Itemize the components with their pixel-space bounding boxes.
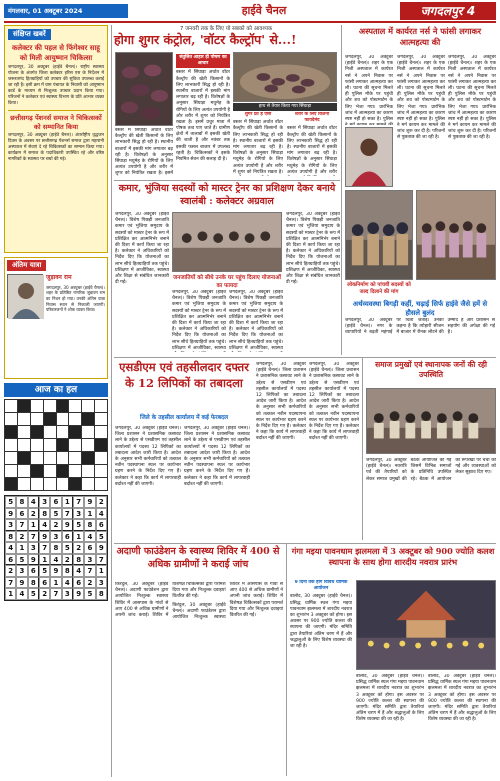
column-divider — [111, 25, 112, 777]
top-story-body-col4 — [287, 112, 337, 176]
column-divider — [341, 25, 342, 355]
sudoku-cell: 7 — [5, 577, 16, 589]
sudoku-cell: 5 — [16, 554, 27, 566]
sdm-story-body-col3 — [256, 362, 306, 540]
trade-story-headline: अर्थव्यवस्था बिगड़ी कहीं, चढ़ाई सिर्फ हाईवे जैसे हमें से हौसले बुलंद — [352, 300, 488, 318]
sudoku-cell: 2 — [96, 496, 107, 508]
ganga-story-text-col3: बालोद, 30 अक्टूबर (हाईवे चैनल)। प्रसिद्ध धार्मिक स्थल गंगा मइया पावनधाम झलमला में शारदीय नवरात्र का शुभारंभ 3 अक्टूबर को होगा। इस अवसर पर 900 ज्योति कलश की स्थापना की जाएगी। मंदिर समिति द्वारा तैयारियां अंतिम चरण में हैं और श्रद्धालुओं के लिए विशेष व्यवस्था की जा रही है। — [428, 674, 496, 723]
sudoku-cell: 4 — [84, 531, 95, 543]
sudoku-cell: 2 — [16, 531, 27, 543]
left-column — [4, 25, 108, 601]
lok-nirman-photo — [345, 190, 413, 280]
sudoku-cell: 1 — [16, 542, 27, 554]
sudoku-cell: 1 — [73, 531, 84, 543]
nurse-story-body-col2 — [397, 55, 445, 183]
top-story-sub1: संतुलित आहार ही पोषण का आधार — [176, 54, 230, 68]
sudoku-cell: 5 — [73, 519, 84, 531]
sudoku-cell: 1 — [62, 496, 73, 508]
ganga-story-body-col1 — [290, 580, 352, 776]
trade-story-body — [345, 318, 495, 356]
sudoku-cell: 2 — [73, 542, 84, 554]
sudoku-cell: 5 — [39, 565, 50, 577]
ganga-story-text-col2: बालोद, 30 अक्टूबर (हाईवे चैनल)। प्रसिद्ध धार्मिक स्थल गंगा मइया पावनधाम झलमला में शारदीय नवरात्र का शुभारंभ 3 अक्टूबर को होगा। इस अवसर पर 900 ज्योति कलश की स्थापना की जाएगी। मंदिर समिति द्वारा तैयारियां अंतिम चरण में हैं और श्रद्धालुओं के लिए विशेष व्यवस्था की जा रही है। — [356, 674, 424, 723]
temple-photo — [356, 580, 496, 670]
kamar-story-body-col2 — [172, 290, 226, 352]
top-story-body-col1 — [115, 128, 173, 176]
masthead — [4, 2, 496, 20]
nurse-photo — [345, 127, 393, 187]
sudoku-cell: 2 — [50, 519, 61, 531]
obituary-photo — [7, 274, 43, 318]
sudoku-cell: 7 — [16, 519, 27, 531]
section-divider — [114, 543, 496, 544]
sudoku-cell: 5 — [50, 508, 61, 520]
sudoku-cell: 3 — [50, 531, 61, 543]
masthead-rule — [4, 21, 496, 23]
column-divider — [362, 358, 363, 540]
kamar-story-text-col2: जगदलपुर, 30 अक्टूबर (हाईवे चैनल)। विशेष पिछड़ी जनजाति कमार एवं भुंजिया समुदाय के सदस्यों को मास्टर ट्रेनर के रूप में प्रशिक्षित कर आत्मनिर्भर बनाने की दिशा में कार्य किया जा रहा है। कलेक्टर ने अधिकारियों को निर्देश दिए कि योजनाओं का लाभ सीधे हितग्राहियों तक पहुंचे। प्रशिक्षण में आजीविका, स्वास्थ्य — [172, 290, 226, 351]
sudoku-cell: 9 — [96, 542, 107, 554]
top-story-text-col4: बस्तर में सिंघाड़ा अर्थात वॉटर कैल्ट्रॉप की खेती किसानों के लिए लाभकारी सिद्ध हो रही है। स्थानीय बाजारों में इसकी मांग लगातार बढ़ रही है। विशेषज्ञों के अनुसार सिंघाड़ा मधुमेह के रोगियों के लिए अत्यंत उपयोगी है और शरीर — [287, 126, 337, 175]
brief-story1-body: जगदलपुर, 30 अक्टूबर (हाईवे चैनल)। राष्ट्रीय स्वास्थ्य योजना के अंतर्गत जिला कलेक्टर हरिस एस के निर्देशन में जरूरतमंद हितग्राहियों को उपचार की सुविधा उपलब्ध कराई जा रही है। इसी क्रम में ग्राम पंचायत के निवासी को आयुष्मान कार्ड के माध्यम से निःशुल्क उपचार प्रदान किया गया। परिजनों ने कलेक्टर एवं स्वास्थ्य विभाग के प्रति आभार व्यक्त किया। — [8, 65, 104, 106]
sudoku-cell: 3 — [5, 519, 16, 531]
sdm-story-text-col4: जगदलपुर, 30 अक्टूबर (हाईवे चैनल)। जिला प्रशासन ने प्रशासनिक कसावट लाने के उद्देश्य से एसडीएम एवं तहसील कार्यालयों में पदस्थ 12 लिपिकों का तबादला आदेश जारी किया है। आदेश के अनुसार सभी कर्मचारियों को तत्काल नवीन पदस्थापना स्थल पर कार्यभार ग्रहण करने के निर्देश दिए गए हैं। कलेक्टर ने कहा कि कार्य में लापरवाही बर्दाश्त नहीं की जाएगी। — [309, 362, 359, 442]
kamar-story-text-col3: जगदलपुर, 30 अक्टूबर (हाईवे चैनल)। विशेष पिछड़ी जनजाति कमार एवं भुंजिया समुदाय के सदस्यों को मास्टर ट्रेनर के रूप में प्रशिक्षित कर आत्मनिर्भर बनाने की दिशा में कार्य किया जा रहा है। कलेक्टर ने अधिकारियों को निर्देश दिए कि योजनाओं का लाभ सीधे हितग्राहियों तक पहुंचे। प्रशिक्षण में आजीविका, स्वास्थ्य — [229, 290, 283, 351]
sudoku-cell: 2 — [84, 577, 95, 589]
sudoku-cell: 4 — [62, 577, 73, 589]
divider — [8, 110, 104, 111]
sudoku-cell: 7 — [84, 565, 95, 577]
sudoku-cell: 3 — [84, 554, 95, 566]
sudoku-cell: 6 — [62, 531, 73, 543]
nurse-story-text-col3: जगदलपुर, 30 अक्टूबर (हाईवे चैनल)। शहर के एक निजी अस्पताल में कार्यरत नर्स ने अपने निवास पर फांसी लगाकर आत्महत्या कर ली। घटना की सूचना मिलते ही पुलिस मौके पर पहुंची और शव को पोस्टमार्टम के लिए भेजा गया। प्रारंभिक जांच में आत्महत्या का कारण स्पष्ट नहीं हो सका है। पुलिस ने मर्ग कायम कर मामले की जांच शुरू कर दी है। परिजनों से पूछताछ की जा रही है। — [448, 55, 496, 141]
top-story-body-col3 — [233, 112, 283, 176]
sdm-story-text-col2: जगदलपुर, 30 अक्टूबर (हाईवे चैनल)। जिला प्रशासन ने प्रशासनिक कसावट लाने के उद्देश्य से एसडीएम एवं तहसील कार्यालयों में पदस्थ 12 लिपिकों का तबादला आदेश जारी किया है। आदेश के अनुसार सभी कर्मचारियों को तत्काल नवीन पदस्थापना स्थल पर कार्यभार ग्रहण करने के निर्देश दिए गए हैं। कलेक्टर ने कहा कि कार्य में लापरवाही बर्दाश्त नहीं की जाएगी। — [184, 426, 250, 487]
sudoku-cell: 6 — [5, 554, 16, 566]
sudoku-cell: 8 — [62, 565, 73, 577]
sudoku-cell: 3 — [73, 508, 84, 520]
top-story-text: बस्तर में सिंघाड़ा अर्थात वॉटर कैल्ट्रॉप की खेती किसानों के लिए लाभकारी सिद्ध हो रही है। स्थानीय बाजारों में इसकी मांग लगातार बढ़ रही है। विशेषज्ञों के अनुसार सिंघाड़ा मधुमेह के रोगियों के लिए अत्यंत उपयोगी है और शरीर में शुगर को नियंत्रित रखता है। इसमें प्रचुर मात्रा में पोषक तत्व पाए जाते हैं। ग्रामीण क्षेत्रों में तालाबों में इसकी खेती की जाती है और नवंबर तक इसकी फसल बाजार में उपलब्ध रहती है। चिकित्सकों ने इसके नियमित सेवन की सलाह दी है। — [176, 70, 230, 162]
sudoku-grid — [4, 495, 108, 601]
sudoku-cell: 4 — [50, 554, 61, 566]
page-brand: जगदलपुर 4 — [400, 2, 496, 20]
health-story-text-b: किरंदुल, 30 अक्टूबर (हाईवे चैनल)। अदाणी फाउंडेशन द्वारा आयोजित निःशुल्क स्वास्थ्य शिविर में आसपास के गांवों से आए 400 से अधिक ग्रामीणों ने अपनी जांच कराई। शिविर में विशेषज्ञ चिकित्सकों द्वारा परामर्श दिया गया और निःशुल्क दवाइयां वितरित की गईं। — [172, 582, 283, 620]
nurse-story-text-col2: जगदलपुर, 30 अक्टूबर (हाईवे चैनल)। शहर के एक निजी अस्पताल में कार्यरत नर्स ने अपने निवास पर फांसी लगाकर आत्महत्या कर ली। घटना की सूचना मिलते ही पुलिस मौके पर पहुंची और शव को पोस्टमार्टम के लिए भेजा गया। प्रारंभिक जांच में आत्महत्या का कारण स्पष्ट नहीं हो सका है। पुलिस ने मर्ग कायम कर मामले की जांच शुरू कर दी है। परिजनों से पूछताछ की जा रही है। — [397, 55, 445, 141]
sudoku-cell: 4 — [73, 565, 84, 577]
sdm-story-text-col1: जगदलपुर, 30 अक्टूबर (हाईवे चैनल)। जिला प्रशासन ने प्रशासनिक कसावट लाने के उद्देश्य से एसडीएम एवं तहसील कार्यालयों में पदस्थ 12 लिपिकों का तबादला आदेश जारी किया है। आदेश के अनुसार सभी कर्मचारियों को तत्काल नवीन पदस्थापना स्थल पर कार्यभार ग्रहण करने के निर्देश दिए गए हैं। कलेक्टर ने कहा कि कार्य में लापरवाही बर्दाश्त नहीं की जाएगी। — [115, 426, 181, 487]
top-story-text-col1: बस्तर में सिंघाड़ा अर्थात वॉटर कैल्ट्रॉप की खेती किसानों के लिए लाभकारी सिद्ध हो रही है। स्थानीय बाजारों में इसकी मांग लगातार बढ़ रही है। विशेषज्ञों के अनुसार सिंघाड़ा मधुमेह के रोगियों के लिए अत्यंत उपयोगी है और शरीर में शुगर को नियंत्रित रखता है। इसमें — [115, 128, 173, 176]
sudoku-cell: 8 — [39, 508, 50, 520]
ganga-story-body-col2 — [356, 674, 424, 776]
sudoku-cell: 3 — [39, 496, 50, 508]
sudoku-cell: 1 — [28, 519, 39, 531]
sudoku-cell: 7 — [62, 508, 73, 520]
top-story-kicker: 7 जनवरी तक के लिए यो सबको को आवश्यक — [179, 26, 273, 32]
obituary-box — [4, 257, 108, 379]
ganga-story-headline: गंगा मइया पावनधाम झलमला में 3 अक्टूबर को 900 ज्योति कलश स्थापना के साथ होगा शारदीय नवरात्र प्रारंभ — [291, 546, 495, 568]
sudoku-cell: 3 — [28, 542, 39, 554]
crossword-grid — [4, 399, 108, 491]
kamar-story-body-col1 — [115, 212, 169, 352]
sudoku-cell: 2 — [62, 554, 73, 566]
sudoku-cell: 8 — [16, 496, 27, 508]
nurse-story-text-col1: जगदलपुर, 30 अक्टूबर (हाईवे चैनल)। शहर के एक निजी अस्पताल में कार्यरत नर्स ने अपने निवास पर फांसी लगाकर आत्महत्या कर ली। घटना की सूचना मिलते ही पुलिस मौके पर पहुंची और शव को पोस्टमार्टम के लिए भेजा गया। प्रारंभिक जांच में आत्महत्या का कारण स्पष्ट नहीं हो सका है। पुलिस — [345, 55, 393, 122]
sudoku-cell: 4 — [28, 496, 39, 508]
sudoku-cell: 1 — [84, 508, 95, 520]
nurse-story-body-col3 — [448, 55, 496, 183]
nurse-story-headline: अस्पताल में कार्यरत नर्स ने फांसी लगाकर आत्महत्या की — [358, 26, 482, 48]
sudoku-cell: 8 — [84, 519, 95, 531]
sdm-story-body-col1 — [115, 426, 181, 540]
issue-date: मंगलवार, 01 अक्टूबर 2024 — [4, 4, 128, 18]
samaj-story-headline: समाज प्रमुखों एवं स्थानापक जनों की रही उपस्थिति — [375, 360, 487, 380]
sdm-story-sub: जिले के तहसील कार्यालय में कई फेरबदल — [139, 415, 229, 421]
sudoku-cell: 3 — [16, 565, 27, 577]
trade-story-text: जगदलपुर, 30 अक्टूबर (हाईवे चैनल)। नगर के व्यापारियों ने बढ़ती महंगाई पर चिंता जताई। उनका कहना है कि त्योहारी सीजन में बाजार में रौनक लौटने की उम्मीद है और प्रशासन से सहयोग की अपेक्षा की गई है। — [345, 318, 495, 336]
section-divider — [114, 357, 496, 358]
top-story-headline: होगा शुगर कंट्रोल, 'वॉटर कैल्ट्रॉप' से...! — [114, 32, 297, 47]
sdm-story-body-col2 — [184, 426, 250, 540]
sudoku-cell: 6 — [39, 577, 50, 589]
singhara-basket-photo — [233, 52, 337, 102]
health-story-body — [115, 582, 283, 776]
sudoku-cell: 9 — [62, 519, 73, 531]
column-divider — [286, 544, 287, 776]
kamar-story-text-col1: जगदलपुर, 30 अक्टूबर (हाईवे चैनल)। विशेष पिछड़ी जनजाति कमार एवं भुंजिया समुदाय के सदस्यों को मास्टर ट्रेनर के रूप में प्रशिक्षित कर आत्मनिर्भर बनाने की दिशा में कार्य किया जा रहा है। कलेक्टर ने अधिकारियों को निर्देश दिए कि योजनाओं का लाभ सीधे हितग्राहियों तक पहुंचे। प्रशिक्षण में आजीविका, स्वास्थ्य और शिक्षा से संबंधित जानकारी दी गई। — [115, 212, 169, 286]
sudoku-cell: 5 — [5, 496, 16, 508]
sudoku-cell: 6 — [73, 577, 84, 589]
water-caltrop-photo — [115, 52, 173, 126]
sudoku-cell: 3 — [62, 588, 73, 600]
sudoku-cell: 1 — [5, 588, 16, 600]
sudoku-cell: 4 — [5, 542, 16, 554]
sudoku-cell: 8 — [28, 577, 39, 589]
section-divider — [114, 180, 340, 181]
sudoku-cell: 6 — [84, 542, 95, 554]
sudoku-cell: 1 — [50, 577, 61, 589]
sudoku-cell: 2 — [39, 588, 50, 600]
sudoku-cell: 8 — [96, 588, 107, 600]
sudoku-cell: 9 — [28, 554, 39, 566]
sudoku-cell: 7 — [96, 554, 107, 566]
ganga-story-text-col1: बालोद, 30 अक्टूबर (हाईवे चैनल)। प्रसिद्ध धार्मिक स्थल गंगा मइया पावनधाम झलमला में शारदीय नवरात्र का शुभारंभ 3 अक्टूबर को होगा। इस अवसर पर 900 ज्योति कलश की स्थापना की जाएगी। मंदिर समिति द्वारा तैयारियां अंतिम चरण में हैं और श्रद्धालुओं के लिए विशेष व्यवस्था की जा रही है। — [290, 594, 352, 649]
health-story-text-a: किरंदुल, 30 अक्टूबर (हाईवे चैनल)। अदाणी फाउंडेशन द्वारा आयोजित निःशुल्क स्वास्थ्य शिविर में आसपास के गांवों से आए 400 से अधिक ग्रामीणों ने अपनी जांच कराई। शिविर में विशेषज्ञ चिकित्सकों द्वारा परामर्श दिया गया और निःशुल्क दवाइयां वितरित की गईं। — [115, 582, 226, 618]
top-story-body — [176, 54, 230, 176]
sdm-story-headline: एसडीएम एवं तहसीलदार दफ्तर के 12 लिपिकों का तबादला — [119, 360, 249, 390]
top-story-sub3: शरीर के लिए कितना फायदेमंद — [294, 112, 330, 124]
sdm-story-text-col3: जगदलपुर, 30 अक्टूबर (हाईवे चैनल)। जिला प्रशासन ने प्रशासनिक कसावट लाने के उद्देश्य से एसडीएम एवं तहसील कार्यालयों में पदस्थ 12 लिपिकों का तबादला आदेश जारी किया है। आदेश के अनुसार सभी कर्मचारियों को तत्काल नवीन पदस्थापना स्थल पर कार्यभार ग्रहण करने के निर्देश दिए गए हैं। कलेक्टर ने कहा कि कार्य में लापरवाही बर्दाश्त नहीं की जाएगी। — [256, 362, 306, 442]
sudoku-cell: 5 — [96, 531, 107, 543]
sudoku-cell: 7 — [50, 588, 61, 600]
sudoku-cell: 6 — [16, 508, 27, 520]
sudoku-cell: 4 — [96, 508, 107, 520]
top-story-text-col3: बस्तर में सिंघाड़ा अर्थात वॉटर कैल्ट्रॉप की खेती किसानों के लिए लाभकारी सिद्ध हो रही है। स्थानीय बाजारों में इसकी मांग लगातार बढ़ रही है। विशेषज्ञों के अनुसार सिंघाड़ा मधुमेह के रोगियों के लिए अत्यंत उपयोगी है और शरीर में शुगर को नियंत्रित रखता है। — [233, 120, 283, 175]
sudoku-cell: 7 — [28, 531, 39, 543]
kamar-story-body-col4 — [286, 212, 340, 352]
kamar-story-body-col3 — [229, 290, 283, 352]
kamar-story-sub: जनजातियों को सीधे उनके घर पहुंच दिलाए योजनाओं का फायदा — [173, 275, 281, 289]
sudoku-cell: 9 — [16, 577, 27, 589]
sudoku-cell: 1 — [96, 565, 107, 577]
sudoku-cell: 9 — [84, 496, 95, 508]
puzzle-title: आज का हल — [4, 383, 108, 397]
sudoku-cell: 2 — [28, 508, 39, 520]
obituary-name: जुड़ावन राम — [46, 274, 72, 282]
obituary-body: जगदलपुर, 30 अक्टूबर (हाईवे चैनल)। शहर के प्रतिष्ठित नागरिक जुड़ावन राम का निधन हो गया। उनकी अंतिम यात्रा निवास स्थान से निकाली जाएगी। परिवारजनों ने शोक व्यक्त किया। — [46, 284, 105, 313]
sudoku-cell: 9 — [50, 565, 61, 577]
nurse-story-body-col1 — [345, 55, 393, 125]
section-title: हाईवे चैनल — [241, 3, 287, 17]
health-story-headline: अदाणी फाउंडेशन के स्वास्थ्य शिविर में 400 से अधिक ग्रामीणों ने कराई जांच — [116, 546, 280, 570]
brief-box — [4, 25, 108, 253]
samaj-story-body — [366, 458, 496, 540]
sudoku-cell: 3 — [96, 577, 107, 589]
sudoku-cell: 7 — [73, 496, 84, 508]
kamar-story-headline: कमार, भुंजिया सदस्यों को मास्टर ट्रेनर का प्रशिक्षण देकर बनाये स्वालंबी : कलेक्टर अग्रवाल — [118, 183, 336, 207]
sudoku-cell: 6 — [28, 565, 39, 577]
samaj-meeting-photo — [366, 388, 496, 454]
sudoku-cell: 6 — [96, 519, 107, 531]
sudoku-cell: 9 — [73, 588, 84, 600]
brief-story1-title: कलेक्टर की पहल से फिंगेश्वर साहू को मिली आयुष्मान चिकित्सा — [11, 43, 101, 62]
brief-story2-body: जगदलपुर, 30 अक्टूबर (हाईवे चैनल)। अंतर्राष्ट्रीय वृद्धजन दिवस के अवसर पर छत्तीसगढ़ पेंशनर्स समाज द्वारा महारानी अस्पताल में सेवाएं दे रहे चिकित्सकों का सम्मान किया गया। कार्यक्रम में समाज के पदाधिकारी उपस्थित रहे और वरिष्ठ नागरिकों के स्वास्थ्य पर चर्चा की गई। — [8, 133, 104, 163]
sudoku-cell: 4 — [16, 588, 27, 600]
sudoku-cell: 7 — [39, 542, 50, 554]
samaj-story-text: जगदलपुर, 30 अक्टूबर (हाईवे चैनल)। नवरात्रि पर्व की तैयारियों को लेकर समाज प्रमुखों की बैठक आयोजित की गई जिसमें विभिन्न समाजों के प्रतिनिधि उपस्थित रहे। बैठक में आयोजन की रूपरेखा पर चर्चा की गई और व्यवस्थाओं को लेकर सुझाव दिए गए। — [366, 458, 496, 482]
sdm-story-body-col4 — [309, 362, 359, 540]
sudoku-cell: 1 — [39, 554, 50, 566]
gathering-photo — [416, 190, 496, 280]
sudoku-cell: 9 — [39, 531, 50, 543]
sudoku-cell: 2 — [5, 565, 16, 577]
sudoku-cell: 8 — [73, 554, 84, 566]
ganga-story-sub: 9 दिनों तक होंगे विविध धार्मिक आयोजन — [294, 580, 348, 592]
brief-story2-title: छत्तीसगढ़ पेंशनर्स समाज ने चिकित्सकों को सम्मानित किया — [10, 113, 102, 131]
sudoku-cell: 8 — [50, 542, 61, 554]
brief-tag: संक्षिप्त खबरें — [8, 29, 51, 40]
top-story-sub2: शुगर फ्री है ऐसा — [244, 112, 272, 117]
top-story-photo-caption: हाथ से तैयार किया गया सिंघाड़ा — [233, 103, 337, 111]
sudoku-cell: 5 — [28, 588, 39, 600]
sudoku-cell: 6 — [50, 496, 61, 508]
kamar-story-text-col4: जगदलपुर, 30 अक्टूबर (हाईवे चैनल)। विशेष पिछड़ी जनजाति कमार एवं भुंजिया समुदाय के सदस्यों को मास्टर ट्रेनर के रूप में प्रशिक्षित कर आत्मनिर्भर बनाने की दिशा में कार्य किया जा रहा है। कलेक्टर ने अधिकारियों को निर्देश दिए कि योजनाओं का लाभ सीधे हितग्राहियों तक पहुंचे। प्रशिक्षण में आजीविका, स्वास्थ्य और शिक्षा से संबंधित जानकारी दी गई। — [286, 212, 340, 286]
sudoku-cell: 4 — [39, 519, 50, 531]
ganga-story-body-col3 — [428, 674, 496, 776]
obituary-tag: अंतिम यात्रा — [7, 260, 46, 271]
sudoku-cell: 9 — [5, 508, 16, 520]
meeting-photo — [172, 212, 282, 272]
sudoku-cell: 5 — [62, 542, 73, 554]
sudoku-cell: 5 — [84, 588, 95, 600]
lok-nirman-caption: लोकनिर्माण को पांचवीं सदस्यों को जल्द दिलाने की मांग — [347, 282, 411, 296]
sudoku-cell: 8 — [5, 531, 16, 543]
